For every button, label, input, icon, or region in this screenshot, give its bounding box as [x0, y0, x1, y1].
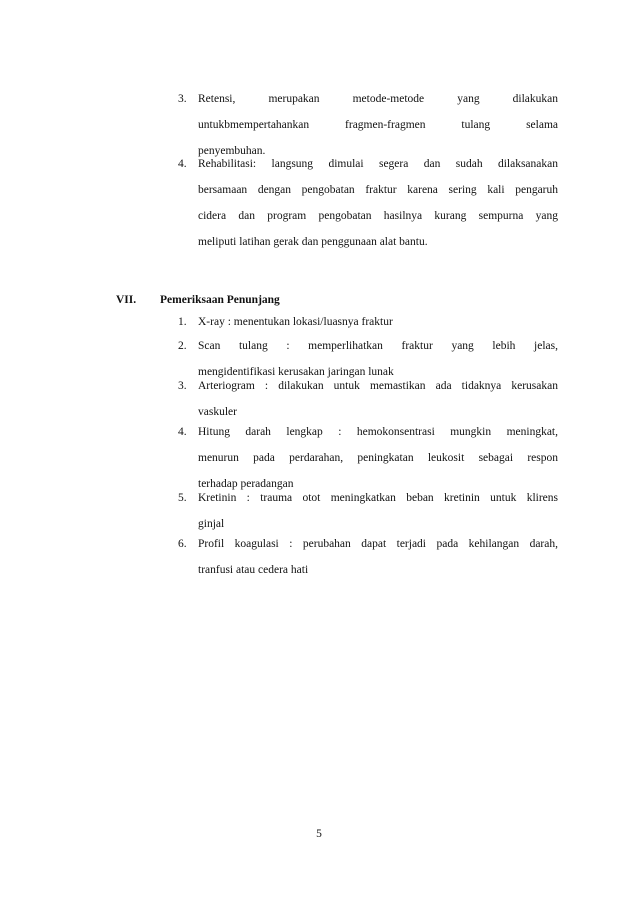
text-line: Kretinin : trauma otot meningkatkan beban kretinin untuk klirens: [198, 492, 558, 504]
list-item-number: 4.: [178, 426, 187, 438]
text-line: Profil koagulasi : perubahan dapat terjadi pada kehilangan darah,: [198, 538, 558, 550]
text-line: Rehabilitasi: langsung dimulai segera dan sudah dilaksanakan: [198, 158, 558, 170]
list-item-text: [198, 309, 558, 335]
text-line: mengidentifikasi kerusakan jaringan lunak: [198, 366, 394, 378]
text-line: bersamaan dengan pengobatan fraktur karena sering kali pengaruh: [198, 184, 558, 196]
text-line: Retensi, merupakan metode-metode yang dilakukan: [198, 93, 558, 105]
list-item-number: 1.: [178, 316, 187, 328]
text-line: tranfusi atau cedera hati: [198, 564, 309, 576]
page-number: 5: [316, 828, 322, 840]
list-item-number: 5.: [178, 492, 187, 504]
list-item-number: 4.: [178, 158, 187, 170]
text-line: vaskuler: [198, 406, 237, 418]
list-item-number: 3.: [178, 380, 187, 392]
list-item-text: [198, 151, 558, 255]
text-line: meliputi latihan gerak dan penggunaan alat bantu.: [198, 236, 428, 248]
text-line: cidera dan program pengobatan hasilnya kurang sempurna yang: [198, 210, 558, 222]
list-item-number: 6.: [178, 538, 187, 550]
text-line: menurun pada perdarahan, peningkatan leukosit sebagai respon: [198, 452, 558, 464]
list-item-number: 3.: [178, 93, 187, 105]
text-line: terhadap peradangan: [198, 478, 294, 490]
list-item-text: [198, 531, 558, 583]
text-line: Scan tulang : memperlihatkan fraktur yang lebih jelas,: [198, 340, 558, 352]
list-item-text: [198, 485, 558, 537]
section-title: Pemeriksaan Penunjang: [160, 294, 280, 306]
text-line: Arteriogram : dilakukan untuk memastikan ada tidaknya kerusakan: [198, 380, 558, 392]
text-line: ginjal: [198, 518, 225, 530]
list-item-text: [198, 373, 558, 425]
text-line: penyembuhan.: [198, 145, 266, 157]
text-line: Hitung darah lengkap : hemokonsentrasi mungkin meningkat,: [198, 426, 558, 438]
text-line: untukbmempertahankan fragmen-fragmen tulang selama: [198, 119, 558, 131]
list-item-number: 2.: [178, 340, 187, 352]
text-line: X-ray : menentukan lokasi/luasnya fraktur: [198, 316, 393, 328]
section-number: VII.: [116, 294, 137, 306]
